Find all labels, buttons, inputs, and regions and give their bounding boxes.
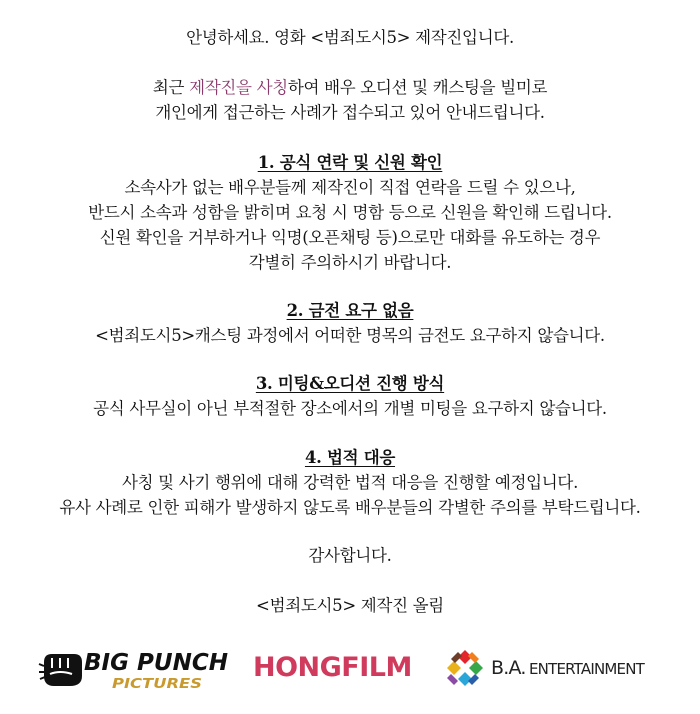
logo-row	[0, 638, 700, 698]
section-3-line-1: 공식 사무실이 아닌 부적절한 장소에서의 개별 미팅을 요구하지 않습니다.	[93, 399, 607, 418]
section-1-line-2: 반드시 소속과 성함을 밝히며 요청 시 명함 등으로 신원을 확인해 드립니다.	[88, 203, 612, 222]
section-3-heading: 3. 미팅&오디션 진행 방식	[255, 374, 445, 393]
section-1-line-4: 각별히 주의하시기 바랍니다.	[248, 253, 452, 272]
section-2-line-1: <범죄도시5>캐스팅 과정에서 어떠한 명목의 금전도 요구하지 않습니다.	[95, 326, 605, 345]
intro-post: 하여 배우 오디션 및 캐스팅을 빌미로	[287, 78, 548, 97]
ba-entertainment-logo	[445, 646, 665, 692]
big-punch-text: BIG PUNCH	[84, 650, 228, 676]
section-4-line-2: 유사 사례로 인한 피해가 발생하지 않도록 배우분들의 각별한 주의를 부탁드립니다.	[59, 498, 641, 517]
greeting: 안녕하세요. 영화 <범죄도시5> 제작진입니다.	[186, 28, 514, 47]
thanks: 감사합니다.	[308, 546, 392, 565]
intro-highlight: 제작진을 사칭	[189, 78, 288, 97]
pictures-text: PICTURES	[112, 677, 202, 692]
fist-icon	[38, 648, 86, 690]
ba-sub-text: ENTERTAINMENT	[529, 660, 644, 678]
section-4-heading: 4. 법적 대응	[304, 448, 396, 467]
big-punch-wordmark	[84, 640, 232, 692]
signature: <범죄도시5> 제작진 올림	[256, 596, 444, 615]
hongfilm-logo: HONGFILM	[253, 652, 412, 683]
section-1-line-3: 신원 확인을 거부하거나 익명(오픈채팅 등)으로만 대화를 유도하는 경우	[99, 228, 601, 247]
intro-line-2: 개인에게 접근하는 사례가 접수되고 있어 안내드립니다.	[155, 103, 545, 122]
section-1-line-1: 소속사가 없는 배우분들께 제작진이 직접 연락을 드릴 수 있으나,	[124, 178, 576, 197]
intro-line-1	[0, 77, 700, 99]
intro-pre: 최근	[152, 78, 190, 97]
section-4-line-1: 사칭 및 사기 행위에 대해 강력한 법적 대응을 진행할 예정입니다.	[121, 473, 579, 492]
section-1-heading: 1. 공식 연락 및 신원 확인	[257, 153, 443, 172]
ba-main-text: B.A.	[491, 657, 526, 679]
section-2-heading: 2. 금전 요구 없음	[286, 301, 414, 320]
ba-pinwheel-icon	[445, 648, 485, 688]
big-punch-logo	[38, 638, 233, 696]
